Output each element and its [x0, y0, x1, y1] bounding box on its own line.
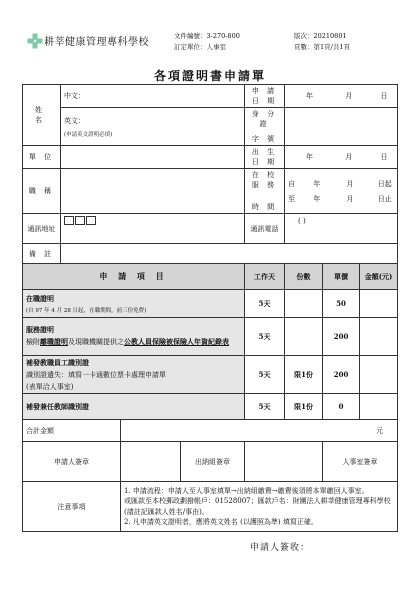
items-header-amount: 金額(元) [360, 264, 398, 290]
remark-field[interactable] [61, 244, 398, 264]
service-label-line2: 時 間 [251, 203, 278, 211]
to-month-label: 月 [346, 194, 354, 203]
item-row-employment [23, 290, 398, 318]
id-number-field[interactable] [285, 108, 398, 146]
postcode-box-1[interactable] [64, 216, 74, 225]
id-label-line1: 身 分 證 [251, 110, 278, 128]
item-title: 補發兼任教師識別證 [23, 394, 245, 420]
item-description [23, 290, 245, 318]
position-field[interactable] [61, 169, 245, 214]
birth-date-field[interactable] [285, 146, 398, 169]
postcode-box-3[interactable] [86, 216, 96, 225]
english-hint: (申請英文證明必填) [64, 131, 113, 138]
phone-area-paren: ( ) [298, 217, 306, 225]
item-description [23, 318, 245, 356]
item-note: 識別證遺失：填寫一卡通數位票卡處理申請單 [26, 370, 166, 379]
item-copies-input[interactable] [285, 318, 323, 356]
cashier-signature-field[interactable] [245, 442, 323, 482]
item-title: 服務證明 [26, 325, 54, 335]
item-note-pre: 檢附 [26, 338, 40, 347]
birth-month-label: 月 [345, 153, 353, 161]
applicant-signature-label: 申請人簽章 [23, 442, 121, 482]
position-label: 職 稱 [23, 169, 61, 214]
apply-month-label: 月 [345, 92, 353, 100]
item-price: 0 [323, 394, 360, 420]
chinese-label: 中文： [64, 92, 85, 100]
applicant-receipt-signature: 申請人簽收： [250, 543, 311, 553]
id-number-label [245, 108, 285, 146]
items-header-copies: 份數 [285, 264, 323, 290]
notes-line-1: 1. 申請流程：申請人至人事室填單→出納組繳費→繳費後須將本單繳回人事室。 [124, 487, 369, 496]
applicant-signature-field[interactable] [121, 442, 181, 482]
unit-label: 單 位 [23, 146, 61, 169]
item-price: 50 [323, 290, 360, 318]
personnel-signature-label: 人事室簽章 [323, 442, 398, 482]
english-name-field[interactable] [61, 108, 245, 146]
issuing-unit: 訂定單位：人事室 [174, 43, 226, 51]
unit-field[interactable] [61, 146, 245, 169]
apply-date-label: 申 請 日 期 [245, 85, 285, 108]
item-row-staff-card [23, 356, 398, 394]
item-title: 補發教職員工識別證 [26, 357, 89, 367]
from-label: 自 [288, 179, 296, 188]
page-count: 頁數：第1頁/共1頁 [294, 43, 350, 51]
item-note-underline-2: 公教人員保險被保險人年資紀錄表 [124, 337, 229, 347]
item-price: 200 [323, 318, 360, 356]
item-amount-input[interactable] [360, 318, 398, 356]
item-description [23, 356, 245, 394]
phone-field[interactable] [285, 214, 398, 244]
notes-line-2: 或匯款至本校郵政劃撥帳戶：01528007；匯款戶名：財團法人耕莘健康管理專科學校(請註記匯款人姓名/事由)。 [124, 497, 391, 516]
service-label-line1: 在 校 服 務 [251, 171, 278, 189]
total-unit: 元 [376, 426, 384, 435]
doc-number: 文件編號：3-270-800 [174, 32, 240, 40]
item-note: (自 97 年 4 月 28 日起，在職期間，前三份免費) [26, 307, 147, 314]
chinese-name-field[interactable] [61, 85, 245, 108]
birth-date-label: 出 生 日 期 [245, 146, 285, 169]
total-label: 合計金額 [23, 420, 121, 442]
address-label: 通訊地址 [23, 214, 61, 244]
remark-label: 備 註 [23, 244, 61, 264]
id-label-line2: 字 號 [251, 135, 278, 143]
apply-day-label: 日 [380, 92, 388, 100]
application-form-table [22, 84, 398, 532]
birth-year-label: 年 [306, 153, 314, 161]
item-copies-input[interactable] [285, 290, 323, 318]
apply-year-label: 年 [306, 92, 314, 100]
item-amount-input[interactable] [360, 356, 398, 394]
item-amount-input[interactable] [360, 290, 398, 318]
phone-label: 通訊電話 [245, 214, 285, 244]
item-price: 200 [323, 356, 360, 394]
address-field[interactable] [61, 214, 245, 244]
from-month-label: 月 [346, 179, 354, 188]
service-period-label [245, 169, 285, 214]
version: 版次：20210801 [294, 32, 347, 40]
postcode-box-2[interactable] [75, 216, 85, 225]
form-title: 各項證明書申請單 [153, 69, 266, 83]
school-name: 耕莘健康管理專科學校 [44, 37, 149, 48]
service-period-field[interactable] [285, 169, 398, 214]
item-days: 5天 [245, 290, 285, 318]
notes-line-3: 2. 凡申請英文證明者，應將英文姓名 (以護照為準) 填寫正確。 [124, 517, 318, 526]
notes-label: 注意事項 [23, 482, 121, 532]
end-label: 日止 [377, 194, 392, 203]
items-header-days: 工作天 [245, 264, 285, 290]
name-label: 姓 名 [23, 85, 61, 146]
apply-date-field[interactable] [285, 85, 398, 108]
item-title: 在職證明 [26, 293, 54, 303]
item-copies: 限1份 [285, 394, 323, 420]
item-days: 5天 [245, 394, 285, 420]
item-row-adjunct-card [23, 394, 398, 420]
from-year-label: 年 [313, 179, 321, 188]
english-label: 英文： [64, 116, 85, 125]
birth-day-label: 日 [380, 153, 388, 161]
items-header-price: 單價 [323, 264, 360, 290]
item-note-2: (表單洽人事室) [26, 382, 74, 391]
item-row-service [23, 318, 398, 356]
item-note-underline-1: 離職證明 [40, 337, 68, 347]
items-header-item: 申 請 項 目 [23, 264, 245, 290]
cashier-signature-label: 出納組簽章 [181, 442, 245, 482]
start-label: 日起 [377, 179, 392, 188]
school-logo-cross-icon [27, 33, 43, 49]
to-label: 至 [288, 194, 296, 203]
total-amount-field[interactable] [121, 420, 398, 442]
item-note-mid: 及現職機關提供之 [68, 338, 124, 347]
item-copies: 限1份 [285, 356, 323, 394]
item-amount-input[interactable] [360, 394, 398, 420]
item-days: 5天 [245, 356, 285, 394]
notes-content [121, 482, 398, 532]
to-year-label: 年 [313, 194, 321, 203]
item-days: 5天 [245, 318, 285, 356]
